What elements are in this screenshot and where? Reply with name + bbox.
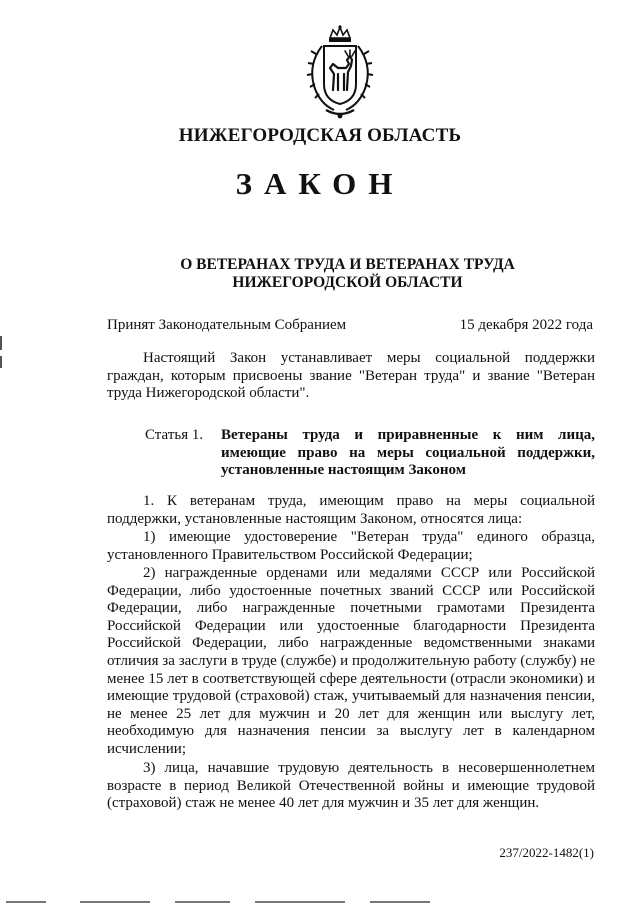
article-heading: Ветераны труда и приравненные к ним лица, имеющие право на меры социальной поддержки, установленные настоящим Законом <box>221 427 595 479</box>
scan-edge-strip <box>0 898 640 905</box>
margin-mark <box>0 356 2 368</box>
document-type: ЗАКОН <box>235 166 405 201</box>
article-item-3: 3) лица, начавшие трудовую деятельность в несовершеннолетнем возрасте в период Великой Отечественной войны и имеющие трудовой (страховой) стаж не менее 40 лет для мужчин и 35 лет для женщин. <box>107 760 595 812</box>
margin-mark <box>0 336 2 350</box>
adoption-date: 15 декабря 2022 года <box>459 317 593 333</box>
scan-artifact <box>6 901 46 903</box>
law-title-line-1: О ВЕТЕРАНАХ ТРУДА И ВЕТЕРАНАХ ТРУДА <box>180 256 515 273</box>
intro-paragraph: Настоящий Закон устанавливает меры социальной поддержки граждан, которым присвоены звание "Ветеран труда" и звание "Ветеран труда Нижегородской области". <box>107 350 595 402</box>
region-name: НИЖЕГОРОДСКАЯ ОБЛАСТЬ <box>178 125 462 146</box>
article-number: Статья 1. <box>145 427 204 443</box>
article-item-2: 2) награжденные орденами или медалями СССР или Российской Федерации, либо удостоенные почетных званий СССР или Российской Федерации, либо награжденные почетными грамотами Президента Российской Федерации или удостоенные благодарности Президента Российской Федерации, либо награжденные ведомственными знаками отличия за заслуги в труде (службе) и продолжительную работу (службу) не менее 15 лет в соответствующей сфере деятельности (отрасли экономики) и имеющие трудовой (страховой) стаж, учитываемый для назначения пенсии, не менее 25 лет для мужчин и 20 лет для женщин или выслугу лет, необходимую для назначения пенсии за выслугу лет в календарном исчислении; <box>107 565 595 757</box>
law-title-line-2: НИЖЕГОРОДСКОЙ ОБЛАСТИ <box>232 274 463 291</box>
adopted-by: Принят Законодательным Собранием <box>107 317 347 333</box>
scan-artifact <box>175 901 230 903</box>
scan-artifact <box>370 901 430 903</box>
law-title <box>100 256 595 292</box>
article-paragraph-1: 1. К ветеранам труда, имеющим право на меры социальной поддержки, установленные настоящим Законом, относятся лица: <box>107 493 595 527</box>
document-code: 237/2022-1482(1) <box>499 845 594 860</box>
scan-artifact <box>80 901 150 903</box>
article-item-1: 1) имеющие удостоверение "Ветеран труда" единого образца, установленного Правительством Российской Федерации; <box>107 529 595 563</box>
coat-of-arms-icon <box>300 24 380 124</box>
scan-artifact <box>255 901 345 903</box>
